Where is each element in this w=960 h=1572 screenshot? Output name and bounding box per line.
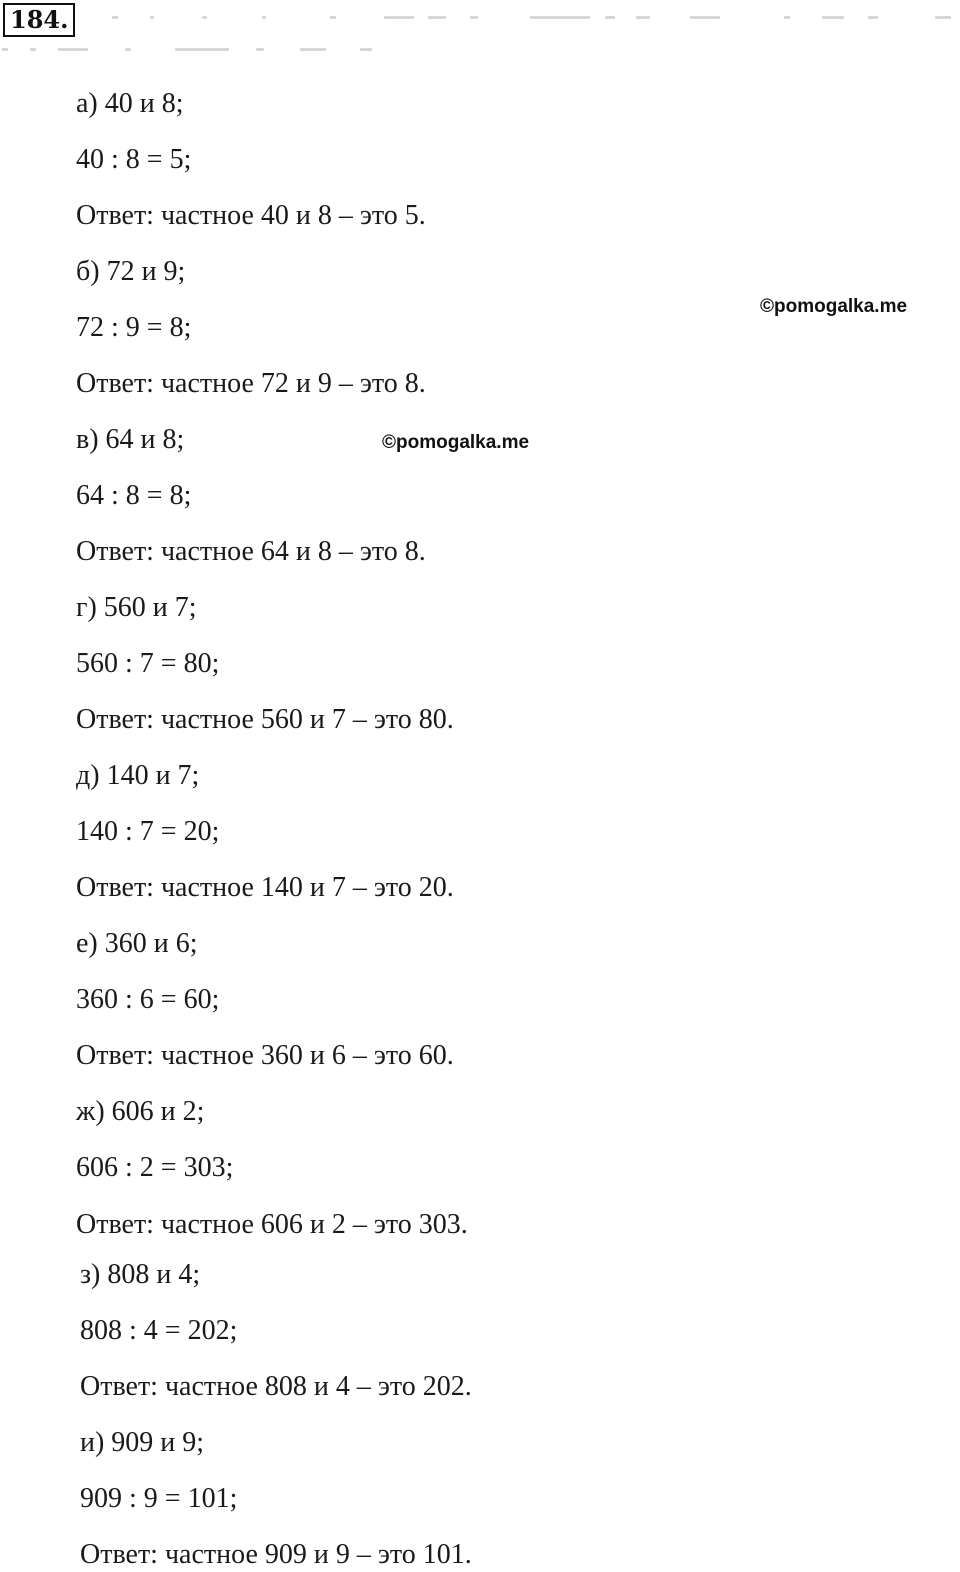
- faded-task-text-line-1: [0, 12, 960, 24]
- line-i-equation: 909 : 9 = 101;: [80, 1483, 238, 1514]
- line-v-equation: 64 : 8 = 8;: [76, 480, 192, 511]
- line-b-equation: 72 : 9 = 8;: [76, 312, 192, 343]
- watermark-middle: ©pomogalka.me: [382, 432, 530, 453]
- line-i-answer: Ответ: частное 909 и 9 – это 101.: [80, 1539, 472, 1570]
- line-g-condition: г) 560 и 7;: [76, 592, 197, 623]
- line-d-equation: 140 : 7 = 20;: [76, 816, 220, 847]
- task-number-box: 184.: [3, 3, 75, 37]
- line-b-answer: Ответ: частное 72 и 9 – это 8.: [76, 368, 426, 399]
- line-g-answer: Ответ: частное 560 и 7 – это 80.: [76, 704, 454, 735]
- line-v-condition: в) 64 и 8;: [76, 424, 185, 455]
- line-z-answer: Ответ: частное 808 и 4 – это 202.: [80, 1371, 472, 1402]
- line-zh-equation: 606 : 2 = 303;: [76, 1152, 234, 1183]
- line-b-condition: б) 72 и 9;: [76, 256, 186, 287]
- line-g-equation: 560 : 7 = 80;: [76, 648, 220, 679]
- line-a-answer: Ответ: частное 40 и 8 – это 5.: [76, 200, 426, 231]
- line-d-answer: Ответ: частное 140 и 7 – это 20.: [76, 872, 454, 903]
- line-a-condition: а) 40 и 8;: [76, 88, 184, 119]
- line-z-equation: 808 : 4 = 202;: [80, 1315, 238, 1346]
- line-zh-condition: ж) 606 и 2;: [76, 1096, 205, 1127]
- line-zh-answer: Ответ: частное 606 и 2 – это 303.: [76, 1209, 468, 1240]
- line-e-condition: е) 360 и 6;: [76, 928, 198, 959]
- line-a-equation: 40 : 8 = 5;: [76, 144, 192, 175]
- line-v-answer: Ответ: частное 64 и 8 – это 8.: [76, 536, 426, 567]
- line-e-answer: Ответ: частное 360 и 6 – это 60.: [76, 1040, 454, 1071]
- line-e-equation: 360 : 6 = 60;: [76, 984, 220, 1015]
- line-z-condition: з) 808 и 4;: [80, 1259, 201, 1290]
- faded-task-text-line-2: [0, 44, 960, 56]
- line-d-condition: д) 140 и 7;: [76, 760, 200, 791]
- watermark-top-right: ©pomogalka.me: [760, 296, 908, 317]
- line-i-condition: и) 909 и 9;: [80, 1427, 205, 1458]
